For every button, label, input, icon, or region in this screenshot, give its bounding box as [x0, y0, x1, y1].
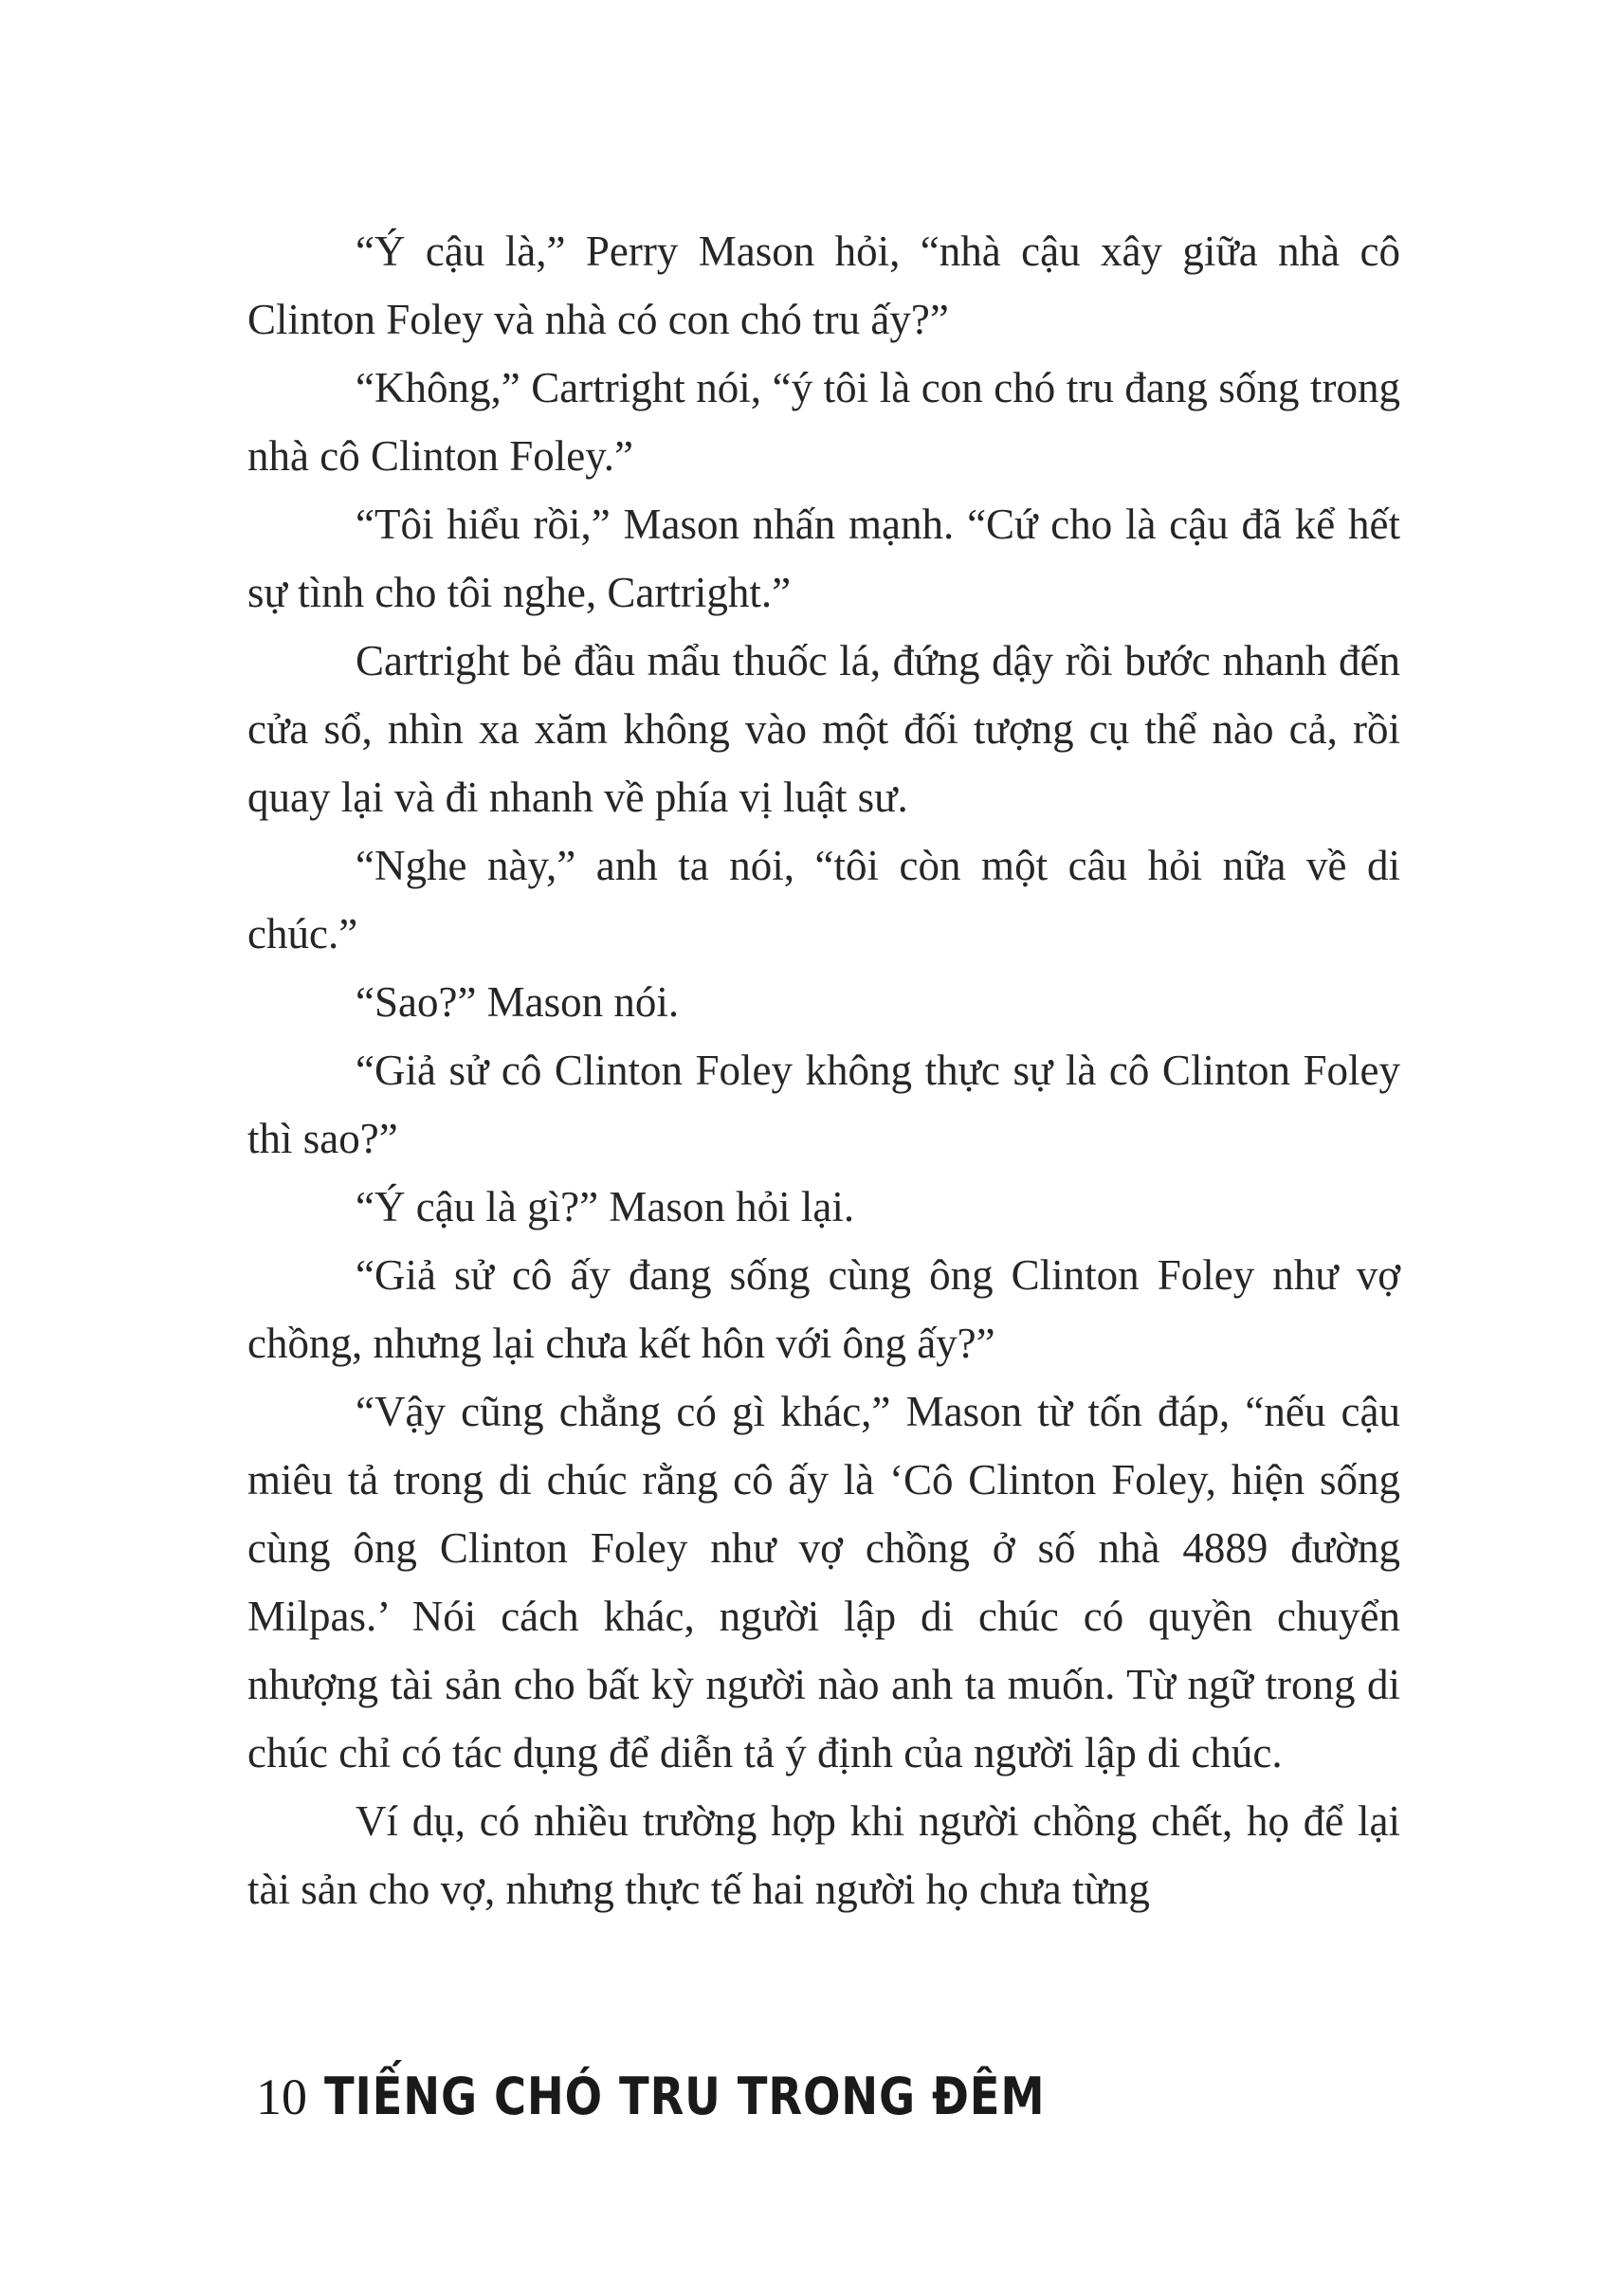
paragraph-6: “Sao?” Mason nói. [356, 978, 680, 1026]
paragraph-2: “Không,” Cartright nói, “ý tôi là con chó tru đang sống trong nhà cô Clinton Foley.” [247, 364, 1400, 480]
paragraph-1: “Ý cậu là,” Perry Mason hỏi, “nhà cậu xây giữa nhà cô Clinton Foley và nhà có con chó tru ấy?” [247, 228, 1400, 343]
paragraph-9: “Giả sử cô ấy đang sống cùng ông Clinton Foley như vợ chồng, nhưng lại chưa kết hôn với ông ấy?” [247, 1251, 1400, 1367]
paragraph-11: Ví dụ, có nhiều trường hợp khi người chồng chết, họ để lại tài sản cho vợ, nhưng thực tế hai người họ chưa từng [247, 1797, 1400, 1913]
running-title: TIẾNG CHÓ TRU TRONG ĐÊM [324, 2067, 1046, 2126]
paragraph-5: “Nghe này,” anh ta nói, “tôi còn một câu hỏi nữa về di chúc.” [247, 842, 1400, 957]
paragraph-10: “Vậy cũng chẳng có gì khác,” Mason từ tốn đáp, “nếu cậu miêu tả trong di chúc rằng cô ấy là ‘Cô Clinton Foley, hiện sống cùng ông Clinton Foley như vợ chồng ở số nhà 4889 đường Milpas.’ Nói cách khác, người lập di chúc có quyền chuyển nhượng tài sản cho bất kỳ người nào anh ta muốn. Từ ngữ trong di chúc chỉ có tác dụng để diễn tả ý định của người lập di chúc. [247, 1388, 1400, 1777]
paragraph-8: “Ý cậu là gì?” Mason hỏi lại. [356, 1183, 855, 1230]
paragraph-7: “Giả sử cô Clinton Foley không thực sự là cô Clinton Foley thì sao?” [247, 1047, 1400, 1162]
body-text [247, 217, 1400, 1923]
paragraph-4: Cartright bẻ đầu mẩu thuốc lá, đứng dậy rồi bước nhanh đến cửa sổ, nhìn xa xăm không vào một đối tượng cụ thể nào cả, rồi quay lại và đi nhanh về phía vị luật sư. [247, 637, 1400, 821]
page-number: 10 [256, 2068, 307, 2125]
page-footer [256, 2067, 1162, 2142]
paragraph-3: “Tôi hiểu rồi,” Mason nhấn mạnh. “Cứ cho là cậu đã kể hết sự tình cho tôi nghe, Cartright.” [247, 501, 1400, 616]
